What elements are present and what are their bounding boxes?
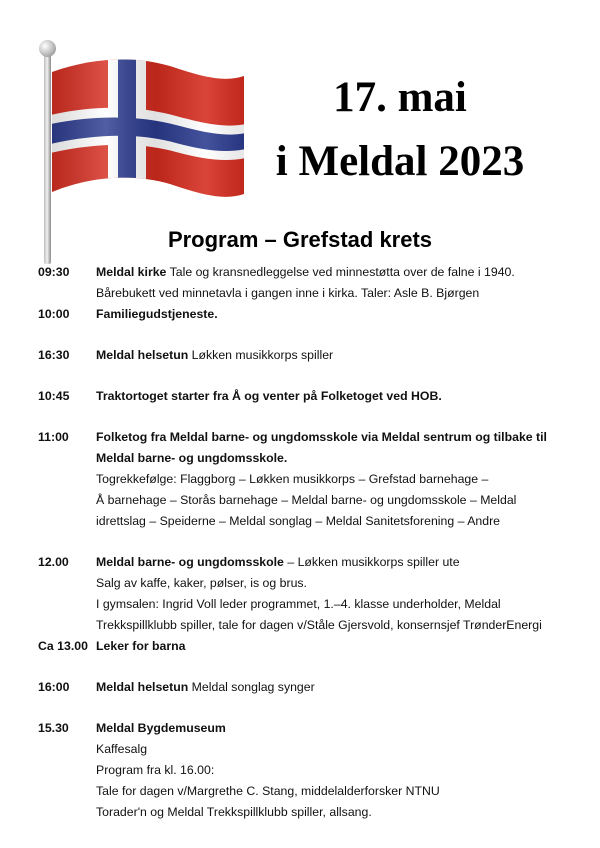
entry-text: Bårebukett ved minnetavla i gangen inne i kirka. Taler: Asle B. Bjørgen [96,286,480,300]
entry-text: Å barnehage – Storås barnehage – Meldal barne- og ungdomsskole – Meldal [96,493,517,507]
title-date: 17. mai [333,74,467,121]
entry-description [96,304,578,325]
entry-time: 16:00 [38,680,70,694]
entry-text: Salg av kaffe, kaker, pølser, is og brus. [96,576,307,590]
entry-time: 09:30 [38,265,70,279]
entry-line [96,594,578,615]
entry-line [96,802,578,823]
entry-description [96,718,578,823]
entry-venue: Folketog fra Meldal barne- og ungdomsskole via Meldal sentrum og tilbake til [96,430,547,444]
entry-text: Kaffesalg [96,742,148,756]
entry-venue: Meldal helsetun [96,680,189,694]
entry-line [96,615,578,636]
entry-line [96,718,578,739]
entry-line [96,469,578,490]
entry-time: 11:00 [38,430,69,444]
entry-text: Torader'n og Meldal Trekkspillklubb spiller, allsang. [96,805,372,819]
entry-time: 10:00 [38,307,70,321]
entry-line [96,427,578,448]
entry-venue: Familiegudstjeneste. [96,307,218,321]
entry-description [96,345,578,366]
entry-line [96,636,578,657]
title-place-year: i Meldal 2023 [275,138,525,185]
entry-text: Tale og kransnedleggelse ved minnestøtta over de falne i 1940. [166,265,515,279]
entry-venue: Leker for barna [96,639,186,653]
entry-line [96,448,578,469]
program-subtitle [0,225,600,255]
entry-description [96,427,578,532]
entry-description [96,262,578,304]
entry-line [96,781,578,802]
entry-line [96,386,578,407]
entry-text: Tale for dagen v/Margrethe C. Stang, middelalderforsker NTNU [96,784,440,798]
entry-description [96,386,578,407]
entry-line [96,552,578,573]
entry-text: Trekkspillklubb spiller, tale for dagen v/Ståle Gjersvold, konsernsjef TrønderEnergi [96,618,542,632]
entry-time: 16:30 [38,348,70,362]
entry-description [96,636,578,657]
entry-text: – Løkken musikkorps spiller ute [283,555,460,569]
entry-venue: Meldal Bygdemuseum [96,721,226,735]
entry-text: Meldal songlag synger [188,680,315,694]
entry-line [96,511,578,532]
subtitle-text: Program – Grefstad krets [167,227,433,252]
entry-line [96,760,578,781]
entry-line [96,573,578,594]
program-entry [38,677,578,698]
entry-line [96,677,578,698]
entry-line [96,739,578,760]
entry-line [96,304,578,325]
entry-time: Ca 13.00 [38,639,88,653]
entry-venue: Meldal barne- og ungdomsskole [96,555,284,569]
entry-text: Program fra kl. 16.00: [96,763,215,777]
entry-text: Togrekkefølge: Flaggborg – Løkken musikkorps – Grefstad barnehage – [96,472,489,486]
program-entry [38,345,578,366]
program-entry [38,718,578,823]
entry-line [96,262,578,283]
flag-icon [46,54,246,214]
entry-text: idrettslag – Speiderne – Meldal songlag – Meldal Sanitetsforening – Andre [96,514,501,528]
entry-venue: Meldal barne- og ungdomsskole. [96,451,288,465]
entry-text: Løkken musikkorps spiller [188,348,334,362]
entry-line [96,490,578,511]
entry-time: 15.30 [38,721,69,735]
entry-venue: Meldal kirke [96,265,167,279]
entry-time: 10:45 [38,389,70,403]
entry-time: 12.00 [38,555,69,569]
program-list [38,262,578,823]
entry-line [96,345,578,366]
entry-description [96,677,578,698]
program-entry [38,262,578,304]
program-entry [38,304,578,325]
entry-venue: Meldal helsetun [96,348,189,362]
entry-text: I gymsalen: Ingrid Voll leder programmet, 1.–4. klasse underholder, Meldal [96,597,501,611]
program-entry [38,386,578,407]
entry-line [96,283,578,304]
program-entry [38,636,578,657]
program-entry [38,552,578,636]
program-entry [38,427,578,532]
entry-description [96,552,578,636]
entry-venue: Traktortoget starter fra Å og venter på Folketoget ved HOB. [96,389,442,403]
